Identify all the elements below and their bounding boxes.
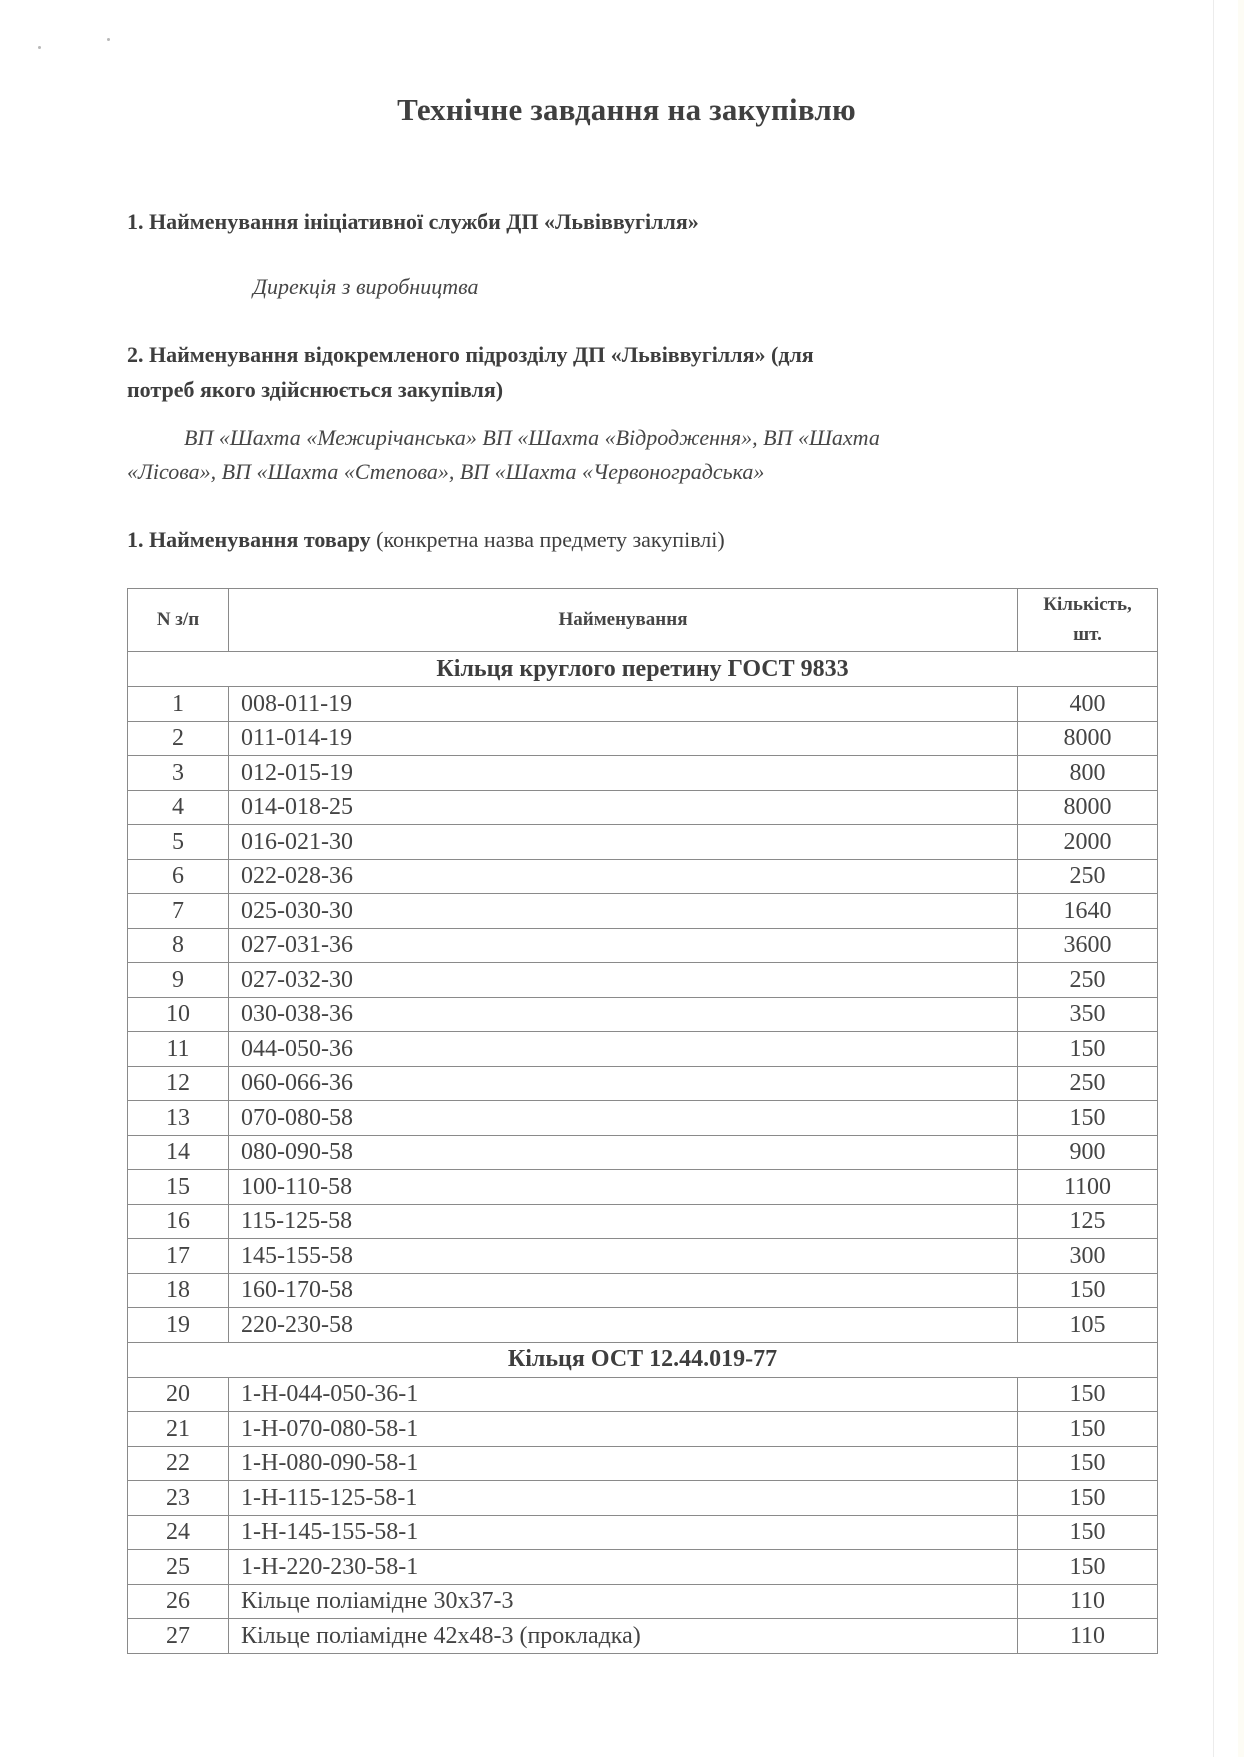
row-quantity: 250 <box>1018 963 1158 998</box>
row-number: 19 <box>128 1308 229 1343</box>
section1-heading: 1. Найменування ініціативної служби ДП «Львіввугілля» <box>127 209 699 234</box>
table-row <box>128 1204 1158 1239</box>
table-header-row <box>128 589 1158 652</box>
section3-heading-bold: 1. Найменування товару <box>127 527 371 552</box>
table-row <box>128 894 1158 929</box>
table-row <box>128 1584 1158 1619</box>
row-quantity: 900 <box>1018 1135 1158 1170</box>
scan-speck <box>107 38 110 41</box>
row-name: 1-Н-220-230-58-1 <box>229 1550 1018 1585</box>
row-number: 27 <box>128 1619 229 1654</box>
section3-heading <box>127 522 725 557</box>
table-row <box>128 997 1158 1032</box>
section2-heading-line1: 2. Найменування відокремленого підрозділу ДП «Львіввугілля» (для <box>127 342 814 367</box>
row-quantity: 300 <box>1018 1239 1158 1274</box>
header-qty-line2: шт. <box>1073 624 1102 645</box>
scan-edge-line <box>1213 0 1214 1757</box>
row-quantity: 150 <box>1018 1446 1158 1481</box>
section2-value <box>127 421 1167 489</box>
row-name: 027-031-36 <box>229 928 1018 963</box>
table-row <box>128 1170 1158 1205</box>
table-row <box>128 928 1158 963</box>
row-name: 115-125-58 <box>229 1204 1018 1239</box>
row-name: 1-Н-080-090-58-1 <box>229 1446 1018 1481</box>
row-number: 2 <box>128 721 229 756</box>
row-name: 060-066-36 <box>229 1066 1018 1101</box>
table-row <box>128 721 1158 756</box>
row-quantity: 250 <box>1018 1066 1158 1101</box>
row-name: 1-Н-044-050-36-1 <box>229 1377 1018 1412</box>
row-quantity: 350 <box>1018 997 1158 1032</box>
row-quantity: 400 <box>1018 687 1158 722</box>
row-number: 1 <box>128 687 229 722</box>
row-name: 014-018-25 <box>229 790 1018 825</box>
table-row <box>128 825 1158 860</box>
section2-value-line1: ВП «Шахта «Межирічанська» ВП «Шахта «Відродження», ВП «Шахта <box>184 425 880 450</box>
row-number: 6 <box>128 859 229 894</box>
row-number: 4 <box>128 790 229 825</box>
table-row <box>128 790 1158 825</box>
table-row <box>128 1239 1158 1274</box>
row-quantity: 110 <box>1018 1584 1158 1619</box>
row-name: 070-080-58 <box>229 1101 1018 1136</box>
table-row <box>128 963 1158 998</box>
row-name: 008-011-19 <box>229 687 1018 722</box>
table-row <box>128 756 1158 791</box>
table-row <box>128 687 1158 722</box>
row-quantity: 150 <box>1018 1032 1158 1067</box>
group-title: Кільця ОСТ 12.44.019-77 <box>128 1342 1158 1377</box>
row-name: Кільце поліамідне 42х48-3 (прокладка) <box>229 1619 1018 1654</box>
row-quantity: 8000 <box>1018 721 1158 756</box>
row-quantity: 150 <box>1018 1515 1158 1550</box>
row-quantity: 150 <box>1018 1412 1158 1447</box>
row-name: 080-090-58 <box>229 1135 1018 1170</box>
document-title: Технічне завдання на закупівлю <box>397 92 856 127</box>
row-quantity: 800 <box>1018 756 1158 791</box>
row-number: 14 <box>128 1135 229 1170</box>
table-row <box>128 1308 1158 1343</box>
row-number: 7 <box>128 894 229 929</box>
table-row <box>128 859 1158 894</box>
section2-value-line2: «Лісова», ВП «Шахта «Степова», ВП «Шахта «Червоноградська» <box>127 459 765 484</box>
header-qty <box>1018 589 1158 652</box>
row-quantity: 150 <box>1018 1101 1158 1136</box>
row-quantity: 110 <box>1018 1619 1158 1654</box>
group-title: Кільця круглого перетину ГОСТ 9833 <box>128 652 1158 687</box>
section3-heading-note: (конкретна назва предмету закупівлі) <box>370 527 725 552</box>
row-number: 26 <box>128 1584 229 1619</box>
table-row <box>128 1273 1158 1308</box>
row-number: 10 <box>128 997 229 1032</box>
row-quantity: 150 <box>1018 1481 1158 1516</box>
section1-value: Дирекція з виробництва <box>253 274 479 299</box>
row-quantity: 1640 <box>1018 894 1158 929</box>
row-quantity: 105 <box>1018 1308 1158 1343</box>
row-name: 011-014-19 <box>229 721 1018 756</box>
row-name: 016-021-30 <box>229 825 1018 860</box>
header-name: Найменування <box>229 589 1018 652</box>
row-name: 022-028-36 <box>229 859 1018 894</box>
section2-heading-line2: потреб якого здійснюється закупівля) <box>127 377 504 402</box>
row-quantity: 250 <box>1018 859 1158 894</box>
row-name: 1-Н-070-080-58-1 <box>229 1412 1018 1447</box>
row-name: 145-155-58 <box>229 1239 1018 1274</box>
row-number: 11 <box>128 1032 229 1067</box>
row-name: 160-170-58 <box>229 1273 1018 1308</box>
row-number: 8 <box>128 928 229 963</box>
table-row <box>128 1066 1158 1101</box>
goods-table <box>127 588 1158 1654</box>
table-row <box>128 1481 1158 1516</box>
row-number: 23 <box>128 1481 229 1516</box>
row-number: 18 <box>128 1273 229 1308</box>
table-row <box>128 1101 1158 1136</box>
row-number: 21 <box>128 1412 229 1447</box>
row-name: 1-Н-115-125-58-1 <box>229 1481 1018 1516</box>
row-quantity: 3600 <box>1018 928 1158 963</box>
row-number: 5 <box>128 825 229 860</box>
row-name: 025-030-30 <box>229 894 1018 929</box>
header-num: N з/п <box>128 589 229 652</box>
table-row <box>128 1032 1158 1067</box>
table-group-row <box>128 652 1158 687</box>
row-number: 12 <box>128 1066 229 1101</box>
row-number: 15 <box>128 1170 229 1205</box>
row-quantity: 2000 <box>1018 825 1158 860</box>
table-row <box>128 1412 1158 1447</box>
table-row <box>128 1619 1158 1654</box>
table-group-row <box>128 1342 1158 1377</box>
row-number: 17 <box>128 1239 229 1274</box>
row-name: 220-230-58 <box>229 1308 1018 1343</box>
header-qty-line1: Кількість, <box>1043 594 1132 615</box>
row-name: 100-110-58 <box>229 1170 1018 1205</box>
row-number: 24 <box>128 1515 229 1550</box>
row-quantity: 150 <box>1018 1273 1158 1308</box>
row-number: 25 <box>128 1550 229 1585</box>
table-row <box>128 1550 1158 1585</box>
table-body <box>128 652 1158 1654</box>
row-number: 16 <box>128 1204 229 1239</box>
row-quantity: 1100 <box>1018 1170 1158 1205</box>
scan-edge-shadow <box>1238 0 1244 1757</box>
row-number: 20 <box>128 1377 229 1412</box>
row-number: 13 <box>128 1101 229 1136</box>
row-quantity: 150 <box>1018 1377 1158 1412</box>
table-row <box>128 1446 1158 1481</box>
table-row <box>128 1135 1158 1170</box>
row-name: 044-050-36 <box>229 1032 1018 1067</box>
row-number: 22 <box>128 1446 229 1481</box>
section2-heading <box>127 337 814 407</box>
table-row <box>128 1515 1158 1550</box>
row-quantity: 8000 <box>1018 790 1158 825</box>
row-name: 030-038-36 <box>229 997 1018 1032</box>
row-number: 9 <box>128 963 229 998</box>
row-name: 027-032-30 <box>229 963 1018 998</box>
row-quantity: 125 <box>1018 1204 1158 1239</box>
scan-speck <box>38 46 41 49</box>
table-row <box>128 1377 1158 1412</box>
row-name: 012-015-19 <box>229 756 1018 791</box>
row-name: 1-Н-145-155-58-1 <box>229 1515 1018 1550</box>
row-number: 3 <box>128 756 229 791</box>
row-name: Кільце поліамідне 30х37-3 <box>229 1584 1018 1619</box>
row-quantity: 150 <box>1018 1550 1158 1585</box>
